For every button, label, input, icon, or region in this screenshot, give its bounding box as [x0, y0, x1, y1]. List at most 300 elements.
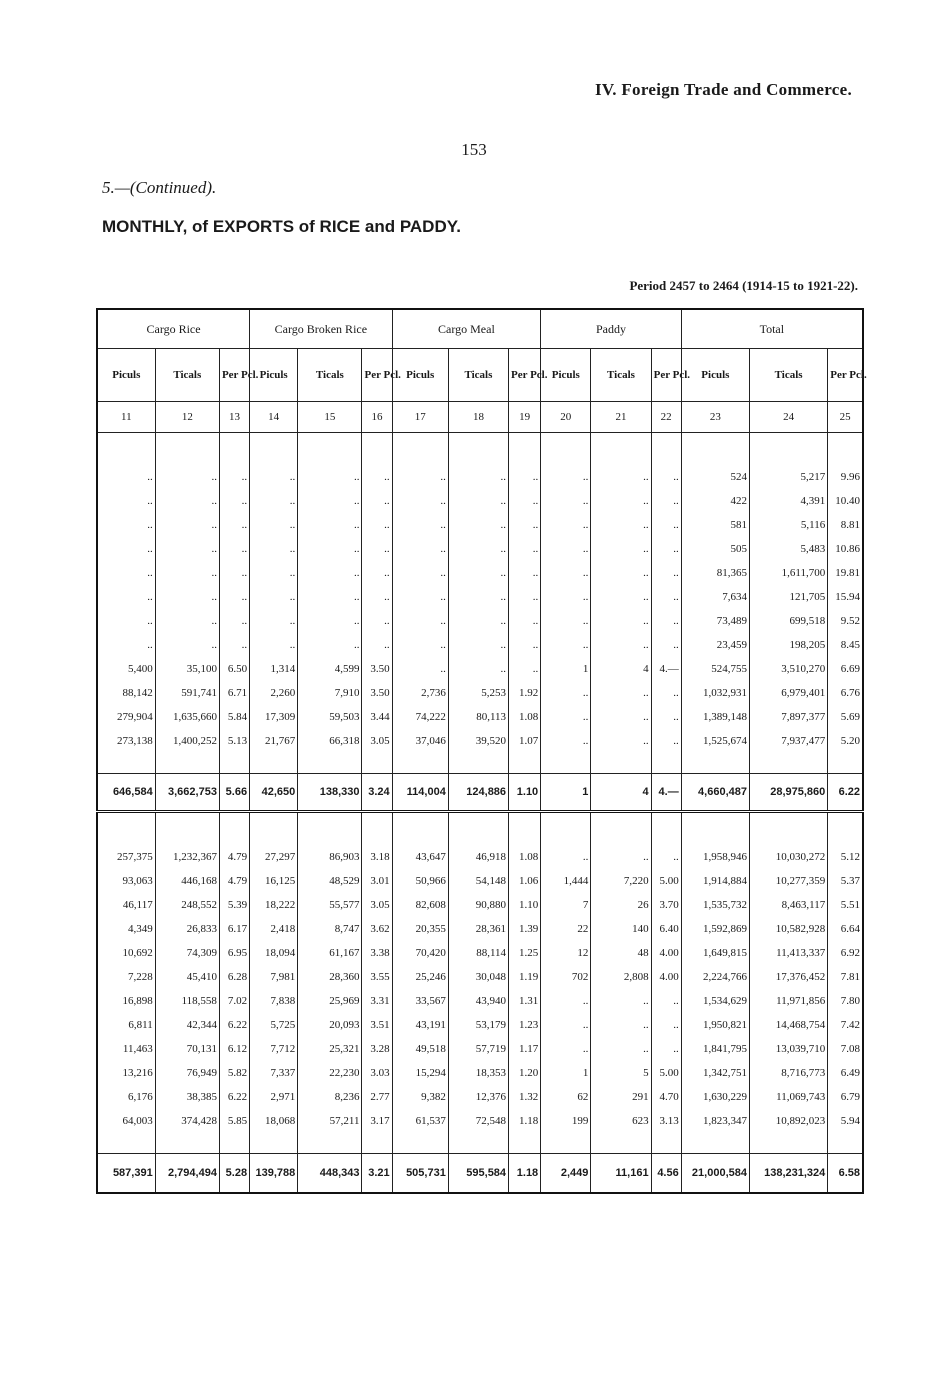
table-cell: 6,811	[97, 1013, 155, 1037]
column-number: 15	[298, 402, 362, 433]
total-row	[97, 774, 863, 812]
table-cell: ..	[362, 609, 392, 633]
table-cell: 5.28	[219, 1154, 249, 1194]
spacer-row	[97, 433, 863, 466]
table-cell: 18,353	[448, 1061, 508, 1085]
table-cell: ..	[392, 489, 448, 513]
table-cell: 6,979,401	[749, 681, 827, 705]
table-cell: ..	[541, 633, 591, 657]
column-header: Per Pcl.	[651, 349, 681, 402]
table-cell: 2,449	[541, 1154, 591, 1194]
spacer-cell	[362, 433, 392, 466]
table-row	[97, 489, 863, 513]
table-cell: ..	[392, 585, 448, 609]
table-cell: ..	[362, 465, 392, 489]
table-cell: 3.51	[362, 1013, 392, 1037]
table-cell: 2,224,766	[681, 965, 749, 989]
table-cell: 22	[541, 917, 591, 941]
table-cell: 20,093	[298, 1013, 362, 1037]
table-cell: ..	[591, 729, 651, 753]
table-cell: ..	[362, 561, 392, 585]
table-cell: 1,630,229	[681, 1085, 749, 1109]
table-cell: 3.24	[362, 774, 392, 812]
table-cell: ..	[509, 465, 541, 489]
spacer-cell	[97, 753, 155, 774]
table-cell: 57,719	[448, 1037, 508, 1061]
table-cell: 90,880	[448, 893, 508, 917]
spacer-cell	[509, 1133, 541, 1154]
table-cell: 6.58	[828, 1154, 863, 1194]
table-cell: 3.55	[362, 965, 392, 989]
table-cell: 3.50	[362, 681, 392, 705]
table-body	[97, 433, 863, 1194]
table-cell: ..	[250, 537, 298, 561]
spacer-cell	[591, 433, 651, 466]
spacer-cell	[651, 1133, 681, 1154]
table-cell: 14,468,754	[749, 1013, 827, 1037]
table-row	[97, 561, 863, 585]
table-cell: ..	[448, 609, 508, 633]
table-cell: 587,391	[97, 1154, 155, 1194]
table-cell: 3,662,753	[155, 774, 219, 812]
table-cell: 61,167	[298, 941, 362, 965]
table-cell: 505	[681, 537, 749, 561]
spacer-cell	[749, 1133, 827, 1154]
table-cell: 1,958,946	[681, 845, 749, 869]
spacer-cell	[541, 753, 591, 774]
group-header-row	[97, 309, 863, 349]
table-cell: 3.17	[362, 1109, 392, 1133]
table-cell: 74,309	[155, 941, 219, 965]
table-cell: 28,975,860	[749, 774, 827, 812]
column-header: Ticals	[448, 349, 508, 402]
table-cell: 66,318	[298, 729, 362, 753]
table-cell: 4,349	[97, 917, 155, 941]
table-cell: ..	[392, 609, 448, 633]
spacer-cell	[155, 1133, 219, 1154]
table-cell: ..	[591, 489, 651, 513]
column-header-row	[97, 349, 863, 402]
table-cell: 35,100	[155, 657, 219, 681]
table-cell: ..	[541, 1037, 591, 1061]
table-cell: 43,647	[392, 845, 448, 869]
spacer-cell	[681, 433, 749, 466]
table-cell: ..	[591, 561, 651, 585]
table-cell: 48,529	[298, 869, 362, 893]
table-cell: ..	[250, 561, 298, 585]
table-cell: ..	[362, 537, 392, 561]
spacer-row	[97, 812, 863, 846]
table-row	[97, 465, 863, 489]
table-cell: 3.28	[362, 1037, 392, 1061]
column-header: Piculs	[541, 349, 591, 402]
table-row	[97, 893, 863, 917]
table-cell: ..	[97, 633, 155, 657]
table-cell: 5.85	[219, 1109, 249, 1133]
table-cell: 7,897,377	[749, 705, 827, 729]
spacer-cell	[591, 753, 651, 774]
table-cell: 4.00	[651, 965, 681, 989]
table-cell: 9.96	[828, 465, 863, 489]
table-cell: 43,940	[448, 989, 508, 1013]
table-cell: 4.56	[651, 1154, 681, 1194]
table-cell: 8.81	[828, 513, 863, 537]
spacer-cell	[155, 753, 219, 774]
spacer-cell	[392, 1133, 448, 1154]
table-cell: 1.17	[509, 1037, 541, 1061]
table-cell: ..	[651, 513, 681, 537]
table-cell: ..	[541, 729, 591, 753]
table-cell: 48	[591, 941, 651, 965]
table-cell: ..	[219, 513, 249, 537]
table-cell: 7.42	[828, 1013, 863, 1037]
table-cell: 1.07	[509, 729, 541, 753]
table-cell: ..	[509, 561, 541, 585]
spacer-cell	[651, 812, 681, 846]
table-cell: ..	[591, 989, 651, 1013]
table-cell: ..	[219, 489, 249, 513]
table-cell: 46,117	[97, 893, 155, 917]
table-cell: 291	[591, 1085, 651, 1109]
spacer-cell	[448, 433, 508, 466]
table-cell: ..	[155, 537, 219, 561]
table-cell: ..	[448, 585, 508, 609]
table-cell: ..	[591, 633, 651, 657]
table-cell: ..	[651, 465, 681, 489]
table-cell: ..	[591, 537, 651, 561]
table-cell: ..	[362, 585, 392, 609]
table-cell: 1.18	[509, 1154, 541, 1194]
table-cell: ..	[591, 465, 651, 489]
table-cell: 8,236	[298, 1085, 362, 1109]
table-cell: 1.08	[509, 845, 541, 869]
table-cell: 1,534,629	[681, 989, 749, 1013]
table-cell: 2,971	[250, 1085, 298, 1109]
page-number: 153	[461, 140, 487, 159]
table-cell: 5.69	[828, 705, 863, 729]
table-cell: 18,222	[250, 893, 298, 917]
table-cell: 7,634	[681, 585, 749, 609]
table-cell: ..	[509, 657, 541, 681]
table-cell: 53,179	[448, 1013, 508, 1037]
table-cell: ..	[250, 585, 298, 609]
spacer-cell	[448, 812, 508, 846]
table-cell: 1.08	[509, 705, 541, 729]
table-cell: 2,418	[250, 917, 298, 941]
table-cell: ..	[509, 609, 541, 633]
group-header: Cargo Meal	[392, 309, 541, 349]
table-cell: 27,297	[250, 845, 298, 869]
column-header: Per Pcl.	[219, 349, 249, 402]
table-cell: ..	[651, 845, 681, 869]
table-cell: 26	[591, 893, 651, 917]
table-cell: ..	[155, 585, 219, 609]
table-cell: ..	[651, 537, 681, 561]
spacer-cell	[155, 812, 219, 846]
column-number: 22	[651, 402, 681, 433]
table-cell: 121,705	[749, 585, 827, 609]
table-cell: 37,046	[392, 729, 448, 753]
table-cell: 199	[541, 1109, 591, 1133]
column-number: 20	[541, 402, 591, 433]
table-cell: 3,510,270	[749, 657, 827, 681]
table-cell: 7,838	[250, 989, 298, 1013]
spacer-cell	[362, 753, 392, 774]
table-cell: 11,069,743	[749, 1085, 827, 1109]
table-cell: ..	[392, 537, 448, 561]
table-row	[97, 845, 863, 869]
table-cell: 3.18	[362, 845, 392, 869]
table-cell: 505,731	[392, 1154, 448, 1194]
table-row	[97, 633, 863, 657]
spacer-cell	[509, 812, 541, 846]
table-cell: 1,400,252	[155, 729, 219, 753]
table-cell: ..	[219, 633, 249, 657]
table-cell: ..	[541, 989, 591, 1013]
table-cell: 4.—	[651, 657, 681, 681]
table-cell: 9.52	[828, 609, 863, 633]
table-cell: 7,220	[591, 869, 651, 893]
table-cell: ..	[250, 513, 298, 537]
table-cell: 3.21	[362, 1154, 392, 1194]
table-cell: ..	[155, 609, 219, 633]
spacer-cell	[97, 433, 155, 466]
table-cell: 3.50	[362, 657, 392, 681]
spacer-cell	[298, 433, 362, 466]
spacer-cell	[362, 812, 392, 846]
table-cell: 6.22	[828, 774, 863, 812]
table-cell: 9,382	[392, 1085, 448, 1109]
table-cell: 5.13	[219, 729, 249, 753]
spacer-cell	[828, 812, 863, 846]
table-cell: 61,537	[392, 1109, 448, 1133]
table-cell: 62	[541, 1085, 591, 1109]
table-cell: 3.44	[362, 705, 392, 729]
table-cell: 33,567	[392, 989, 448, 1013]
table-cell: 4.79	[219, 869, 249, 893]
table-cell: ..	[298, 489, 362, 513]
table-cell: ..	[362, 633, 392, 657]
table-cell: 64,003	[97, 1109, 155, 1133]
table-cell: 4,660,487	[681, 774, 749, 812]
column-header: Ticals	[155, 349, 219, 402]
column-header: Ticals	[591, 349, 651, 402]
spacer-cell	[448, 753, 508, 774]
table-cell: 80,113	[448, 705, 508, 729]
table-cell: ..	[651, 1037, 681, 1061]
table-cell: 3.31	[362, 989, 392, 1013]
table-cell: 5.84	[219, 705, 249, 729]
table-cell: ..	[155, 489, 219, 513]
spacer-cell	[541, 433, 591, 466]
table-cell: ..	[298, 537, 362, 561]
table-cell: ..	[298, 513, 362, 537]
table-cell: ..	[541, 489, 591, 513]
table-cell: 5,217	[749, 465, 827, 489]
table-cell: 50,966	[392, 869, 448, 893]
column-number: 25	[828, 402, 863, 433]
table-cell: ..	[509, 489, 541, 513]
table-row	[97, 1109, 863, 1133]
table-cell: 10,892,023	[749, 1109, 827, 1133]
table-cell: 6.50	[219, 657, 249, 681]
table-cell: 11,971,856	[749, 989, 827, 1013]
table-cell: 4.00	[651, 941, 681, 965]
table-cell: 7,981	[250, 965, 298, 989]
table-cell: 279,904	[97, 705, 155, 729]
spacer-cell	[155, 433, 219, 466]
table-cell: 6.71	[219, 681, 249, 705]
table-cell: ..	[155, 561, 219, 585]
table-cell: 4,391	[749, 489, 827, 513]
table-cell: 646,584	[97, 774, 155, 812]
table-row	[97, 657, 863, 681]
column-header: Ticals	[749, 349, 827, 402]
spacer-cell	[509, 753, 541, 774]
total-row	[97, 1154, 863, 1194]
table-row	[97, 1013, 863, 1037]
table-cell: 88,142	[97, 681, 155, 705]
table-cell: ..	[250, 465, 298, 489]
table-cell: ..	[298, 609, 362, 633]
table-cell: ..	[97, 585, 155, 609]
table-cell: ..	[219, 465, 249, 489]
table-cell: ..	[219, 537, 249, 561]
table-cell: ..	[250, 609, 298, 633]
table-cell: 6.64	[828, 917, 863, 941]
table-cell: 7.80	[828, 989, 863, 1013]
table-cell: 3.03	[362, 1061, 392, 1085]
table-cell: 7.02	[219, 989, 249, 1013]
table-cell: 1,841,795	[681, 1037, 749, 1061]
table-cell: 25,321	[298, 1037, 362, 1061]
table-cell: 3.38	[362, 941, 392, 965]
table-row	[97, 989, 863, 1013]
table-cell: 3.70	[651, 893, 681, 917]
exports-table	[96, 308, 867, 1194]
table-row	[97, 941, 863, 965]
table-cell: 12,376	[448, 1085, 508, 1109]
table-cell: 118,558	[155, 989, 219, 1013]
table-cell: ..	[651, 1013, 681, 1037]
group-header: Total	[681, 309, 863, 349]
table-cell: 6.95	[219, 941, 249, 965]
column-number: 24	[749, 402, 827, 433]
table-cell: 1,649,815	[681, 941, 749, 965]
table-cell: 1,342,751	[681, 1061, 749, 1085]
table-cell: 1.31	[509, 989, 541, 1013]
spacer-cell	[591, 1133, 651, 1154]
table-cell: ..	[541, 585, 591, 609]
spacer-cell	[681, 753, 749, 774]
table-cell: 702	[541, 965, 591, 989]
table-cell: ..	[298, 585, 362, 609]
column-number: 12	[155, 402, 219, 433]
table-cell: ..	[541, 513, 591, 537]
spacer-cell	[749, 753, 827, 774]
table-cell: 5,400	[97, 657, 155, 681]
column-header: Ticals	[298, 349, 362, 402]
table-cell: 10,277,359	[749, 869, 827, 893]
spacer-cell	[362, 1133, 392, 1154]
table-cell: 524,755	[681, 657, 749, 681]
table-cell: 374,428	[155, 1109, 219, 1133]
table-row	[97, 537, 863, 561]
table-cell: ..	[541, 1013, 591, 1037]
table-cell: 42,650	[250, 774, 298, 812]
table-cell: 7,937,477	[749, 729, 827, 753]
period-note: Period 2457 to 2464 (1914-15 to 1921-22).	[629, 278, 858, 293]
table-cell: 6.79	[828, 1085, 863, 1109]
table-cell: ..	[392, 465, 448, 489]
table-cell: 5,116	[749, 513, 827, 537]
table-title: MONTHLY, of EXPORTS of RICE and PADDY.	[102, 217, 461, 236]
table-cell: ..	[448, 465, 508, 489]
table-row	[97, 1085, 863, 1109]
table-cell: 3.62	[362, 917, 392, 941]
table-cell: ..	[97, 561, 155, 585]
table-cell: ..	[97, 465, 155, 489]
spacer-cell	[509, 433, 541, 466]
column-header: Per Pcl.	[509, 349, 541, 402]
table-cell: 5.51	[828, 893, 863, 917]
table-cell: 74,222	[392, 705, 448, 729]
table-cell: 22,230	[298, 1061, 362, 1085]
column-number: 21	[591, 402, 651, 433]
spacer-row	[97, 1133, 863, 1154]
table-cell: 76,949	[155, 1061, 219, 1085]
table-cell: 10,030,272	[749, 845, 827, 869]
table-cell: 86,903	[298, 845, 362, 869]
table-row	[97, 1061, 863, 1085]
table-cell: 70,420	[392, 941, 448, 965]
table-cell: 124,886	[448, 774, 508, 812]
spacer-cell	[749, 433, 827, 466]
table-cell: 1,444	[541, 869, 591, 893]
table-cell: 1.32	[509, 1085, 541, 1109]
table-cell: 5.39	[219, 893, 249, 917]
table-cell: 12	[541, 941, 591, 965]
spacer-cell	[651, 753, 681, 774]
table-row	[97, 869, 863, 893]
table-cell: 591,741	[155, 681, 219, 705]
table-cell: ..	[298, 561, 362, 585]
table-cell: 6.28	[219, 965, 249, 989]
table-cell: 17,309	[250, 705, 298, 729]
spacer-cell	[250, 1133, 298, 1154]
table-cell: 4,599	[298, 657, 362, 681]
table-cell: 5,725	[250, 1013, 298, 1037]
table-cell: 42,344	[155, 1013, 219, 1037]
table-cell: 6.49	[828, 1061, 863, 1085]
table-cell: 4.—	[651, 774, 681, 812]
table-row	[97, 1037, 863, 1061]
table-cell: 1,232,367	[155, 845, 219, 869]
table-cell: ..	[591, 1037, 651, 1061]
table-cell: 138,330	[298, 774, 362, 812]
table-cell: ..	[298, 465, 362, 489]
table-cell: ..	[651, 585, 681, 609]
spacer-cell	[392, 433, 448, 466]
table-cell: 6.17	[219, 917, 249, 941]
table-cell: ..	[509, 513, 541, 537]
table-row	[97, 585, 863, 609]
table-cell: 5.94	[828, 1109, 863, 1133]
table-cell: ..	[591, 609, 651, 633]
table-cell: 1,389,148	[681, 705, 749, 729]
table-cell: 30,048	[448, 965, 508, 989]
table-cell: 6,176	[97, 1085, 155, 1109]
